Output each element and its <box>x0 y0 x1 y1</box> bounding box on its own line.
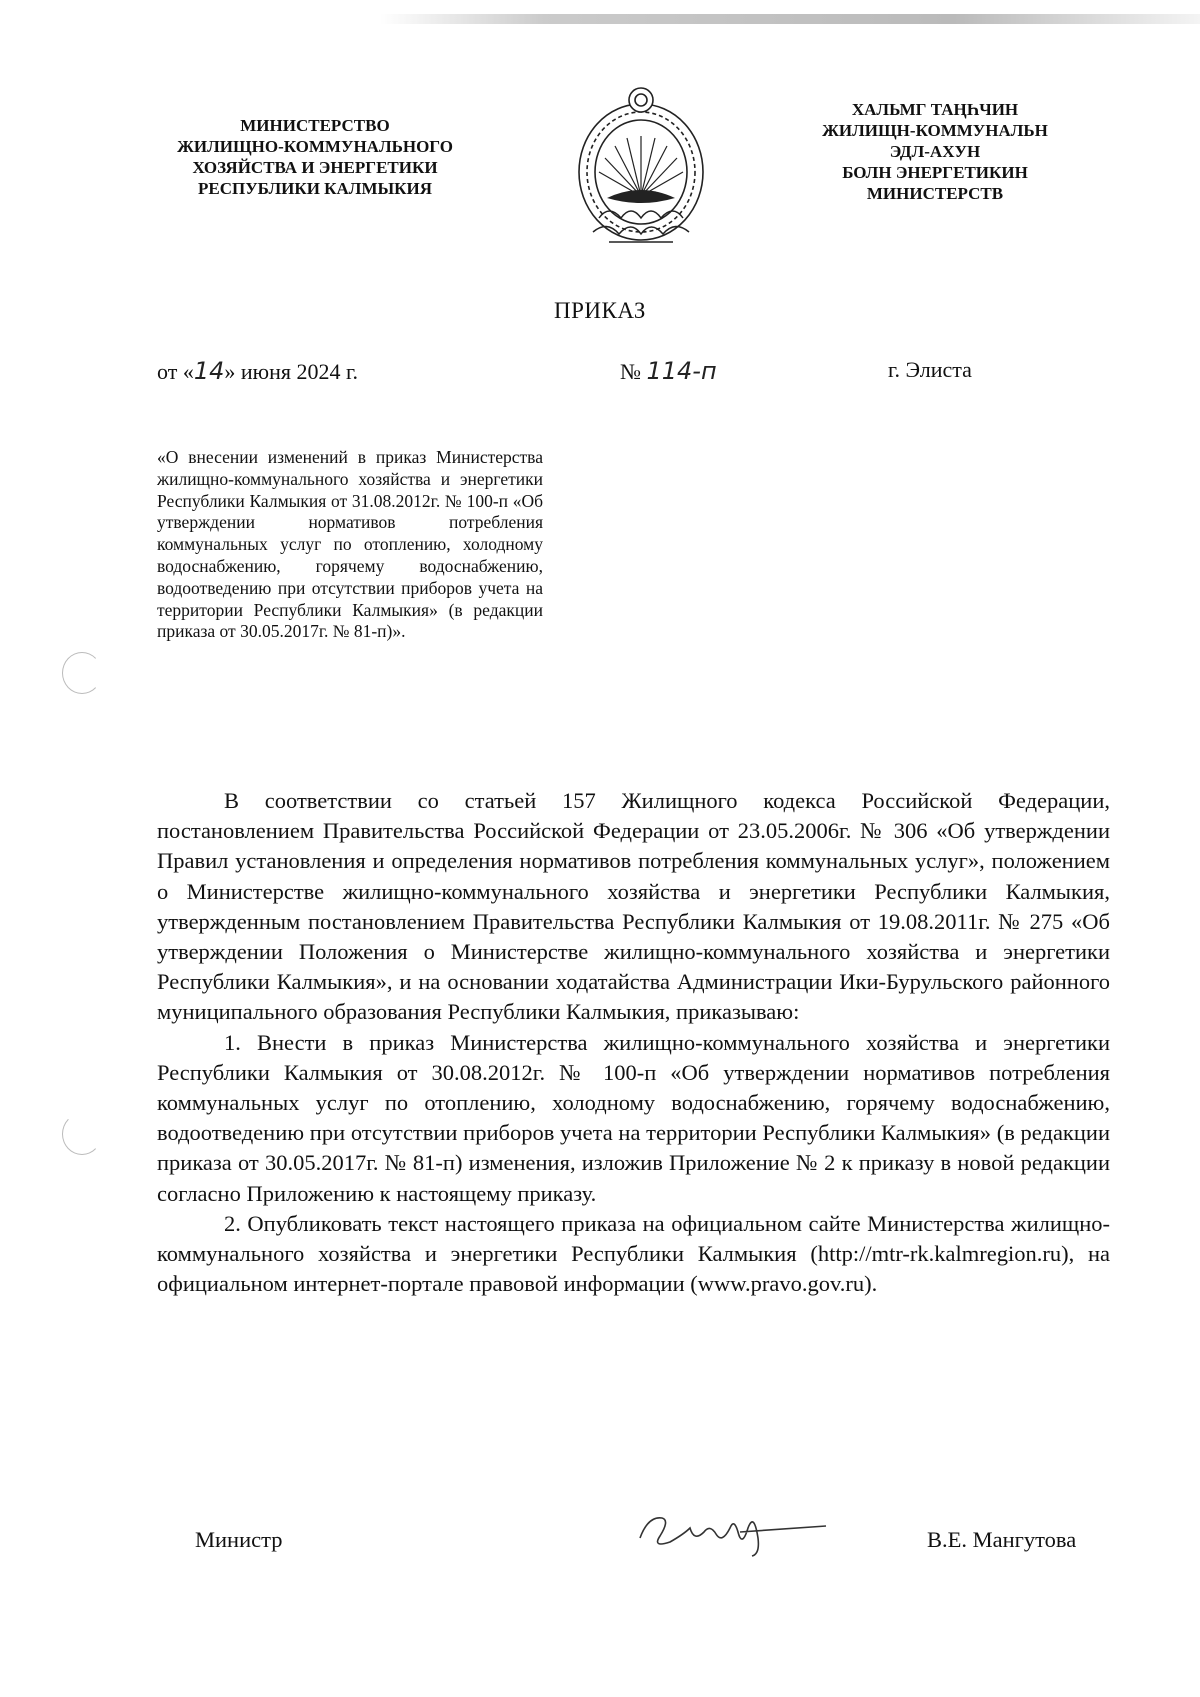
punch-hole-mark <box>62 652 102 694</box>
order-item: 1. Внести в приказ Министерства жилищно-коммунального хозяйства и энергетики Республики Калмыкия от 30.08.2012г. № 100-п «Об утверждении нормативов потребления коммунальных услуг по отоплению, холодному водоснабжению, горячему водоснабжению, водоотведению при отсутствии приборов учета на территории Республики Калмыкия» (в редакции приказа от 30.05.2017г. № 81-п) изменения, изложив Приложение № 2 к приказу в новой редакции согласно Приложению к настоящему приказу. <box>157 1029 1110 1206</box>
ministry-name-line: МИНИСТЕРСТВО <box>240 116 390 135</box>
order-subject: «О внесении изменений в приказ Министерства жилищно-коммунального хозяйства и энергетики Республики Калмыкия от 31.08.2012г. № 100-п «Об утверждении нормативов потребления коммунальных услуг по отоплению, холодному водоснабжению, горячему водоснабжению, водоотведению при отсутствии приборов учета на территории Республики Калмыкия» (в редакции приказа от 30.05.2017г. № 81-п)». <box>157 447 543 642</box>
punch-hole-mark <box>62 1113 102 1155</box>
number-prefix: № <box>620 359 641 384</box>
ministry-name-line: ХОЗЯЙСТВА И ЭНЕРГЕТИКИ <box>192 158 438 177</box>
order-body <box>157 786 1110 1299</box>
ministry-name-russian <box>145 115 485 199</box>
ministry-name-line: БОЛН ЭНЕРГЕТИКИН <box>842 163 1028 182</box>
number-value-handwritten: 114-п <box>646 357 717 385</box>
date-prefix: от « <box>157 359 194 384</box>
handwritten-signature-icon <box>630 1498 830 1558</box>
order-item: 2. Опубликовать текст настоящего приказа на официальном сайте Министерства жилищно-коммунального хозяйства и энергетики Республики Калмыкия (http://mtr-rk.kalmregion.ru), на официальном интернет-портале правовой информации (www.pravo.gov.ru). <box>157 1210 1110 1297</box>
ministry-name-line: ЖИЛИЩНО-КОММУНАЛЬНОГО <box>177 137 453 156</box>
document-title: ПРИКАЗ <box>554 298 646 323</box>
ministry-name-line: ЖИЛИЩН-КОММУНАЛЬН <box>822 121 1048 140</box>
scan-artifact <box>380 14 1200 24</box>
kalmykia-coat-of-arms-icon <box>569 86 714 248</box>
order-number <box>620 357 717 385</box>
ministry-name-line: МИНИСТЕРСТВ <box>866 184 1004 203</box>
order-date <box>157 357 358 385</box>
date-suffix: » июня 2024 г. <box>224 359 359 384</box>
order-preamble: В соответствии со статьей 157 Жилищного кодекса Российской Федерации, постановлением Правительства Российской Федерации от 23.05.2006г. № 306 «Об утверждении Правил установления и определения нормативов потребления коммунальных услуг», положением о Министерстве жилищно-коммунального хозяйства и энергетики Республики Калмыкия, утвержденным постановлением Правительства Республики Калмыкия от 19.08.2011г. № 275 «Об утверждении Положения о Министерстве жилищно-коммунального хозяйства и энергетики Республики Калмыкия», и на основании ходатайства Администрации Ики-Бурульского районного муниципального образования Республики Калмыкия, приказываю: <box>157 788 1110 1025</box>
ministry-name-line: РЕСПУБЛИКИ КАЛМЫКИЯ <box>197 179 433 198</box>
signatory-title: Министр <box>195 1527 283 1552</box>
ministry-name-line: ЭДЛ-АХУН <box>889 142 981 161</box>
ministry-name-kalmyk <box>785 99 1085 204</box>
date-day-handwritten: 14 <box>193 357 225 385</box>
order-city: г. Элиста <box>888 357 972 382</box>
ministry-name-line: ХАЛЬМГ ТАҢҺЧИН <box>851 100 1019 119</box>
signatory-name: В.Е. Мангутова <box>927 1527 1077 1552</box>
